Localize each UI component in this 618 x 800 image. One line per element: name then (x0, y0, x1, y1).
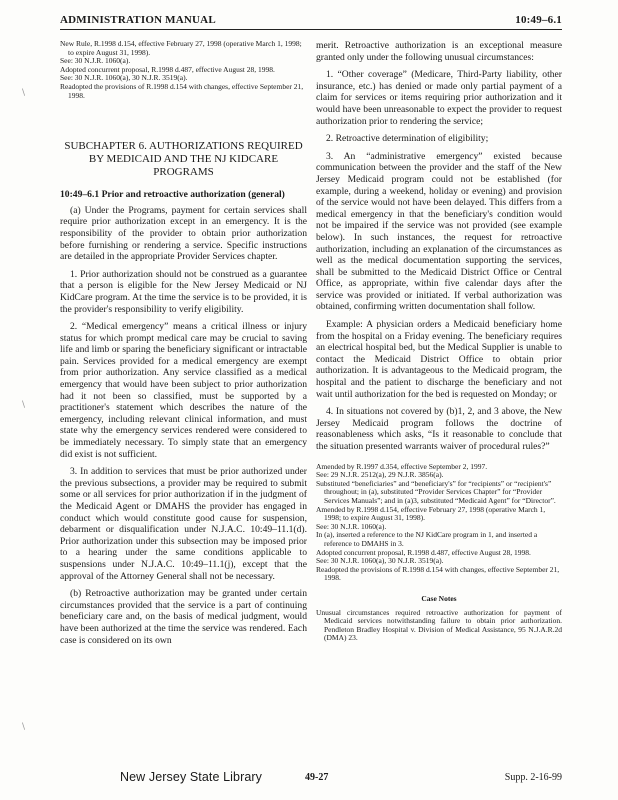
paragraph: (a) Under the Programs, payment for certain services shall require prior authorization except in an emergency. It is the responsibility of the provider to obtain prior authorization before furnishing or rendering a service. Specific instructions are detailed in the appropriate Provider Services chapter. (60, 204, 307, 263)
case-notes-heading: Case Notes (421, 593, 457, 603)
paragraph: 3. In addition to services that must be prior authorized under the previous subsections, a provider may be required to submit some or all services for prior authorization if in the judgment of the Medicaid Agent or DMAHS the provider has engaged in conduct which would constitute good cause for suspension, debarment or disqualification under N.J.A.C. 10:49–11.1(d). Prior authorization under this subsection may be imposed prior to a hearing under the same conditions applicable to suspensions under N.J.A.C. 10:49–11.1(j), except that the approval of the Attorney General shall not be necessary. (60, 466, 307, 582)
margin-mark: \ (22, 400, 26, 410)
page-number: 49-27 (305, 772, 329, 783)
library-stamp: New Jersey State Library (120, 770, 263, 784)
paragraph: Example: A physician orders a Medicaid beneficiary home from the hospital on a Friday evening. The beneficiary requires an electrical hospital bed, but the Medical Supplier is unable to contact the Medicaid District Office to obtain prior authorization. It is advantageous to the Medicaid program, the hospital and the patient to discharge the beneficiary and not wait until authorization for the bed is requested on Monday; or (316, 319, 562, 400)
right-column (316, 40, 562, 643)
history-note: See: 30 N.J.R. 1060(a). (60, 56, 131, 66)
case-note: Unusual circumstances required retroactive authorization for payment of Medicaid services notwithstanding failure to obtain prior authorization. Pendleton Bradley Hospital v. Division of Medical Assistance, 95 N.J.A.R.2d (DMA) 23. (316, 607, 562, 643)
paragraph: 4. In situations not covered by (b)1, 2, and 3 above, the New Jersey Medicaid program follows the doctrine of reasonableness which asks, “Is it reasonable to conclude that the situation presented warrants waiver of procedural rules?” (316, 406, 562, 452)
paragraph: merit. Retroactive authorization is an exceptional measure granted only under the following unusual circumstances: (316, 40, 562, 63)
history-note: Readopted the provisions of R.1998 d.154 with changes, effective September 21, 1998. (60, 81, 304, 100)
history-note-block (60, 40, 307, 100)
history-note: See: 29 N.J.R. 2512(a), 29 N.J.R. 3856(a). (316, 470, 444, 480)
history-note: Amended by R.1997 d.354, effective September 2, 1997. (316, 461, 488, 471)
paragraph: 2. Retroactive determination of eligibility; (326, 133, 489, 145)
section-heading: 10:49–6.1 Prior and retroactive authorization (general) (60, 189, 285, 201)
paragraph: 3. An “administrative emergency” existed because communication between the provider and the staff of the New Jersey Medicaid program could not be established (for example, during a weekend, holiday or evening) and provision of the service would not have been delayed. This differs from a medical emergency in that the beneficiary's condition would not be impaired if the service was not provided (see example below). In such instances, the request for retroactive authorization, including an explanation of the circumstances as well as the medical documentation supporting the services, shall be submitted to the Medicaid District Office or Central Office, as appropriate, within five calendar days after the service was provided or initiated. If verbal authorization was obtained, confirming written documentation shall follow. (316, 150, 562, 313)
supplement-date: Supp. 2-16-99 (504, 772, 562, 783)
left-column (60, 40, 307, 652)
margin-mark: \ (22, 722, 26, 732)
history-note: In (a), inserted a reference to the NJ KidCare program in 1, and inserted a reference to DMAHS in 3. (316, 530, 538, 548)
paragraph: (b) Retroactive authorization may be granted under certain circumstances provided that the service is a part of continuing beneficiary care and, on the basis of medical judgment, would have been authorized at the time the service was rendered. Each case is considered on its own (60, 588, 307, 646)
history-note: New Rule, R.1998 d.154, effective February 27, 1998 (operative March 1, 1998; to expire August 31, 1998). (60, 39, 302, 57)
running-header (60, 14, 562, 30)
header-title: ADMINISTRATION MANUAL (60, 14, 216, 26)
subchapter-heading: SUBCHAPTER 6. AUTHORIZATIONS REQUIRED BY MEDICAID AND THE NJ KIDCARE PROGRAMS (64, 140, 303, 179)
history-note: Readopted the provisions of R.1998 d.154 with changes, effective September 21, 1998. (316, 564, 560, 583)
history-note-block (316, 463, 562, 583)
history-note: See: 30 N.J.R. 1060(a), 30 N.J.R. 3519(a). (316, 556, 444, 566)
history-note: Adopted concurrent proposal, R.1998 d.487, effective August 28, 1998. (60, 64, 275, 74)
history-note: See: 30 N.J.R. 1060(a), 30 N.J.R. 3519(a). (60, 73, 188, 83)
history-note: Adopted concurrent proposal, R.1998 d.487, effective August 28, 1998. (316, 547, 531, 557)
paragraph: 2. “Medical emergency” means a critical illness or injury status for which prompt medical care may be crucial to saving life and limb or sparing the beneficiary significant or intractable pain. Services provided for a medical emergency are exempt from prior authorization. Any service classified as a medical emergency that would have been subject to prior authorization had it not been so classified, must be supported by a practitioner's statement which describes the nature of the emergency, including relevant clinical information, and must state why the emergency services rendered were considered to be immediately necessary. To simply state that an emergency did exist is not sufficient. (60, 321, 307, 460)
history-note: Amended by R.1998 d.154, effective February 27, 1998 (operative March 1, 1998; to expire August 31, 1998). (316, 504, 546, 523)
paragraph: 1. Prior authorization should not be construed as a guarantee that a person is eligible for the New Jersey Medicaid or NJ KidCare program. At the time the service is to be provided, it is the provider's responsibility to verify eligibility. (60, 268, 307, 315)
page-footer (60, 770, 562, 786)
margin-mark: \ (22, 88, 26, 98)
header-section-number: 10:49–6.1 (515, 14, 562, 26)
paragraph: 1. “Other coverage” (Medicare, Third-Party liability, other insurance, etc.) has denied or made only partial payment of a claim for services or items requiring prior authorization and it would have been unreasonable to expect the provider to request authorization prior to rendering the service; (316, 69, 562, 127)
history-note: See: 30 N.J.R. 1060(a). (316, 521, 387, 531)
history-note: Substituted “beneficiaries” and “beneficiary's” for “recipients” or “recipient's” throughout; in (a), substituted “Provider Services Chapter” for “Provider Services Manuals”; and in (a)3, substituted “Medicaid Agent” for “Director”. (316, 478, 556, 505)
